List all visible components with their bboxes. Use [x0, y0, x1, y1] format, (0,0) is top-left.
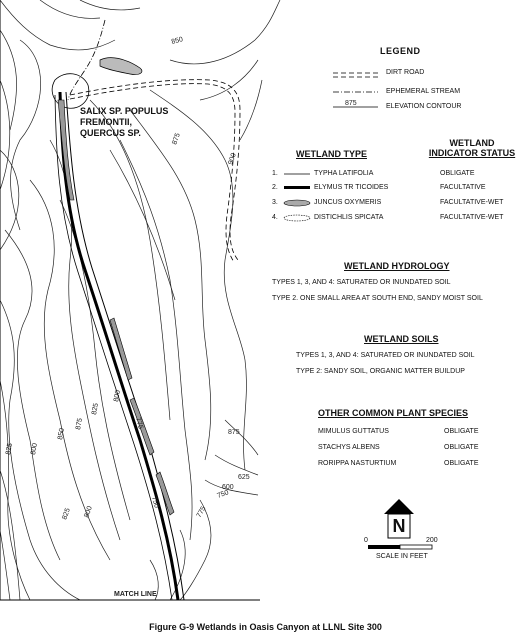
legend-dirt-road: DIRT ROAD [386, 69, 425, 76]
legend-symbols [333, 73, 378, 107]
hydrology-line: TYPES 1, 3, AND 4: SATURATED OR INUNDATED SOIL [272, 279, 451, 286]
legend-ephemeral-stream: EPHEMERAL STREAM [386, 88, 461, 95]
legend-contour-sample: 875 [345, 100, 357, 107]
hatched-wetland-segments [58, 100, 174, 515]
contour-label: 875 [75, 417, 84, 431]
indicator-status-heading-line2: INDICATOR STATUS [428, 148, 516, 158]
other-species-row [318, 460, 514, 467]
contour-label: 750 [150, 495, 160, 509]
wetland-type-heading: WETLAND TYPE [296, 149, 367, 159]
contour-label: 625 [238, 474, 250, 481]
wetland-type-status: FACULTATIVE [440, 184, 486, 191]
scale-bar [368, 545, 432, 549]
other-species-status: OBLIGATE [444, 444, 479, 451]
wetland-type-status: FACULTATIVE-WET [440, 214, 504, 221]
contour-label: 875 [228, 429, 240, 436]
wetland-type-name: TYPHA LATIFOLIA [314, 170, 374, 177]
wetland-type-status: FACULTATIVE-WET [440, 199, 504, 206]
north-arrow-letter: N [392, 516, 406, 536]
legend-title: LEGEND [380, 46, 421, 56]
legend-elevation-contour: ELEVATION CONTOUR [386, 103, 462, 110]
contour-label: 775 [195, 505, 208, 519]
contour-label: 825 [61, 507, 72, 521]
hydrology-line: TYPE 2. ONE SMALL AREA AT SOUTH END, SANDY MOIST SOIL [272, 295, 483, 302]
contour-label: 800 [30, 442, 39, 456]
contour-label: 850 [170, 36, 184, 46]
other-species-name: STACHYS ALBENS [318, 444, 380, 451]
ephemeral-stream [68, 20, 105, 100]
contour-label: 850 [57, 427, 66, 441]
contour-label: 600 [222, 484, 234, 491]
other-species-status: OBLIGATE [444, 428, 479, 435]
match-line-label: MATCH LINE [114, 591, 157, 598]
wetland-type-name: DISTICHLIS SPICATA [314, 214, 384, 221]
other-species-heading: OTHER COMMON PLANT SPECIES [318, 408, 469, 418]
soils-line: TYPE 2: SANDY SOIL, ORGANIC MATTER BUILDUP [296, 368, 465, 375]
wetland-type-num: 3. [272, 199, 278, 206]
scale-label: SCALE IN FEET [376, 553, 428, 560]
wetland-type-name: JUNCUS OXYMERIS [314, 199, 382, 206]
vegetation-label-line: QUERCUS SP. [80, 128, 141, 138]
wetland-type-status: OBLIGATE [440, 170, 475, 177]
wetland-patch-top [100, 58, 142, 75]
contour-label: 825 [5, 442, 14, 456]
figure-caption: Figure G-9 Wetlands in Oasis Canyon at LLNL Site 300 [149, 622, 382, 632]
scale-end: 200 [426, 537, 438, 544]
soils-line: TYPES 1, 3, AND 4: SATURATED OR INUNDATED SOIL [296, 352, 475, 359]
vegetation-label-line: FREMONTII, [80, 117, 132, 127]
contour-label: 775 [134, 416, 144, 430]
vegetation-label [80, 106, 168, 139]
soils-heading: WETLAND SOILS [364, 334, 439, 344]
wetland-type-symbols [284, 174, 310, 221]
other-species-name: MIMULUS GUTTATUS [318, 428, 389, 435]
other-species-status: OBLIGATE [444, 460, 479, 467]
contour-label: 800 [83, 505, 94, 519]
hydrology-heading: WETLAND HYDROLOGY [344, 261, 450, 271]
other-species-row [318, 444, 514, 451]
wetland-type-num: 4. [272, 214, 278, 221]
contour-label: 800 [113, 389, 122, 403]
indicator-status-heading-line1: WETLAND [449, 138, 495, 148]
vegetation-label-line: SALIX SP. POPULUS [80, 106, 169, 116]
scale-start: 0 [364, 537, 368, 544]
wetland-type-name: ELYMUS TR TICOIDES [314, 184, 389, 191]
indicator-status-heading [420, 138, 524, 158]
other-species-name: RORIPPA NASTURTIUM [318, 460, 397, 467]
vegetation-clump [52, 74, 89, 109]
contour-label: 875 [171, 132, 182, 146]
wetland-type-num: 1. [272, 170, 278, 177]
wetland-type-num: 2. [272, 184, 278, 191]
contour-label: 750 [216, 489, 230, 500]
contour-label: 825 [91, 402, 100, 416]
contour-label: 900 [227, 152, 238, 166]
other-species-row [318, 428, 514, 435]
